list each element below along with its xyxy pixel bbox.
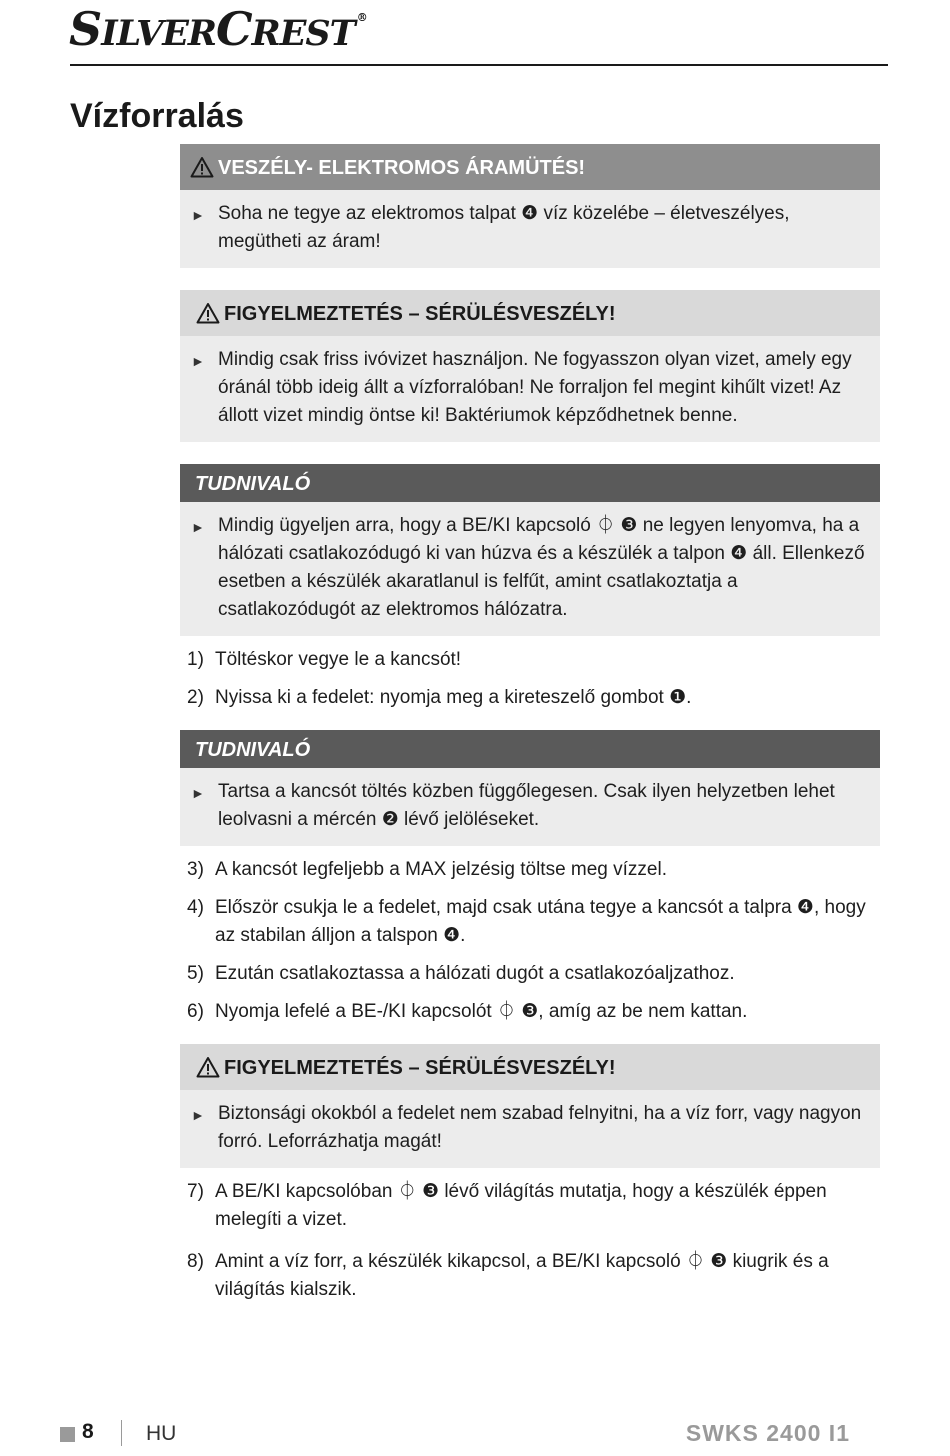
warning-title: FIGYELMEZTETÉS – SÉRÜLÉSVESZÉLY! bbox=[224, 1057, 616, 1079]
danger-header bbox=[180, 144, 880, 190]
danger-bullet bbox=[180, 190, 880, 268]
model-number: SWKS 2400 I1 bbox=[685, 1420, 850, 1446]
warning-header bbox=[180, 1044, 880, 1090]
list-item bbox=[180, 684, 880, 712]
logo-letters: REST bbox=[251, 13, 355, 54]
logo-letter: C bbox=[215, 2, 252, 56]
step-text: A kancsót legfeljebb a MAX jelzésig töltse meg vízzel. bbox=[215, 859, 668, 880]
warning-title: FIGYELMEZTETÉS – SÉRÜLÉSVESZÉLY! bbox=[224, 303, 616, 325]
list-item bbox=[180, 856, 880, 884]
warning-header bbox=[180, 290, 880, 336]
note-header: TUDNIVALÓ bbox=[180, 464, 880, 502]
step-number: 8) bbox=[187, 1251, 204, 1272]
arrow-right-icon: ► bbox=[191, 785, 205, 801]
note-bullet bbox=[180, 768, 880, 846]
note-box bbox=[180, 464, 880, 636]
note-text: Tartsa a kancsót töltés közben függőlegesen. Csak ilyen helyzetben lehet leolvasni a mércén ❷ lévő jelöléseket. bbox=[218, 781, 835, 830]
step-number: 1) bbox=[187, 649, 204, 670]
warning-text: Biztonsági okokból a fedelet nem szabad felnyitni, ha a víz forr, vagy nagyon forró. Leforrázhatja magát! bbox=[218, 1103, 862, 1152]
arrow-right-icon: ► bbox=[191, 519, 205, 535]
footer-divider bbox=[121, 1420, 122, 1446]
main-content bbox=[180, 144, 880, 1322]
list-item bbox=[180, 998, 880, 1026]
note-header: TUDNIVALÓ bbox=[180, 730, 880, 768]
step-text: Ezután csatlakoztassa a hálózati dugót a csatlakozóaljzathoz. bbox=[215, 963, 735, 984]
registered-mark: ® bbox=[356, 11, 367, 24]
step-text: Amint a víz forr, a készülék kikapcsol, a BE/KI kapcsoló ⏀ ❸ kiugrik és a világítás kialszik. bbox=[215, 1251, 829, 1300]
arrow-right-icon: ► bbox=[191, 353, 205, 369]
warning-triangle-icon bbox=[196, 1056, 220, 1078]
step-text: Először csukja le a fedelet, majd csak utána tegye a kancsót a talpra ❹, hogy az stabilan álljon a talspon ❹. bbox=[215, 897, 866, 946]
danger-title: VESZÉLY- ELEKTROMOS ÁRAMÜTÉS! bbox=[218, 157, 586, 179]
page-number: 8 bbox=[82, 1420, 94, 1443]
brand-logo bbox=[69, 2, 367, 56]
step-number: 4) bbox=[187, 897, 204, 918]
list-item bbox=[180, 1248, 880, 1304]
logo-letters: ILVER bbox=[101, 13, 216, 54]
page-marker-square bbox=[60, 1427, 75, 1442]
page-title: Vízforralás bbox=[70, 97, 244, 135]
list-item bbox=[180, 1178, 880, 1234]
arrow-right-icon: ► bbox=[191, 1107, 205, 1123]
step-text: Töltéskor vegye le a kancsót! bbox=[215, 649, 462, 670]
language-code: HU bbox=[146, 1422, 177, 1445]
warning-bullet bbox=[180, 1090, 880, 1168]
note-text: Mindig ügyeljen arra, hogy a BE/KI kapcsoló ⏀ ❸ ne legyen lenyomva, ha a hálózati csatlakozódugó ki van húzva és a készülék a talpon ❹ áll. Ellenkező esetben a készülék akaratlanul is felfűt, amint csatlakoztatja a csatlakozódugót az elektromos hálózatra. bbox=[218, 515, 865, 620]
step-number: 5) bbox=[187, 963, 204, 984]
step-text: Nyissa ki a fedelet: nyomja meg a kireteszelő gombot ❶. bbox=[215, 687, 692, 708]
list-item bbox=[180, 646, 880, 674]
list-item bbox=[180, 960, 880, 988]
step-number: 7) bbox=[187, 1181, 204, 1202]
note-bullet bbox=[180, 502, 880, 636]
header-rule bbox=[70, 64, 888, 66]
note-box bbox=[180, 730, 880, 846]
danger-box bbox=[180, 144, 880, 268]
list-item bbox=[180, 894, 880, 950]
steps-list bbox=[180, 1178, 880, 1304]
page-footer bbox=[60, 1418, 850, 1450]
warning-box bbox=[180, 1044, 880, 1168]
steps-list bbox=[180, 646, 880, 712]
step-text: Nyomja lefelé a BE-/KI kapcsolót ⏀ ❸, amíg az be nem kattan. bbox=[215, 1001, 748, 1022]
step-number: 2) bbox=[187, 687, 204, 708]
step-text: A BE/KI kapcsolóban ⏀ ❸ lévő világítás mutatja, hogy a készülék éppen melegíti a vizet. bbox=[215, 1181, 827, 1230]
logo-letter: S bbox=[69, 2, 102, 56]
arrow-right-icon: ► bbox=[191, 207, 205, 223]
steps-list bbox=[180, 856, 880, 1026]
warning-text: Mindig csak friss ivóvizet használjon. Ne fogyasszon olyan vizet, amely egy óránál több ideig állt a vízforralóban! Ne forraljon fel megint kihűlt vizet! Az állott vizet mindig öntse ki! Baktériumok képződhetnek benne. bbox=[218, 349, 852, 426]
step-number: 3) bbox=[187, 859, 204, 880]
warning-box bbox=[180, 290, 880, 442]
warning-triangle-icon bbox=[190, 156, 214, 178]
warning-bullet bbox=[180, 336, 880, 442]
danger-text: Soha ne tegye az elektromos talpat ❹ víz közelébe – életveszélyes, megütheti az áram! bbox=[218, 203, 790, 252]
step-number: 6) bbox=[187, 1001, 204, 1022]
warning-triangle-icon bbox=[196, 302, 220, 324]
